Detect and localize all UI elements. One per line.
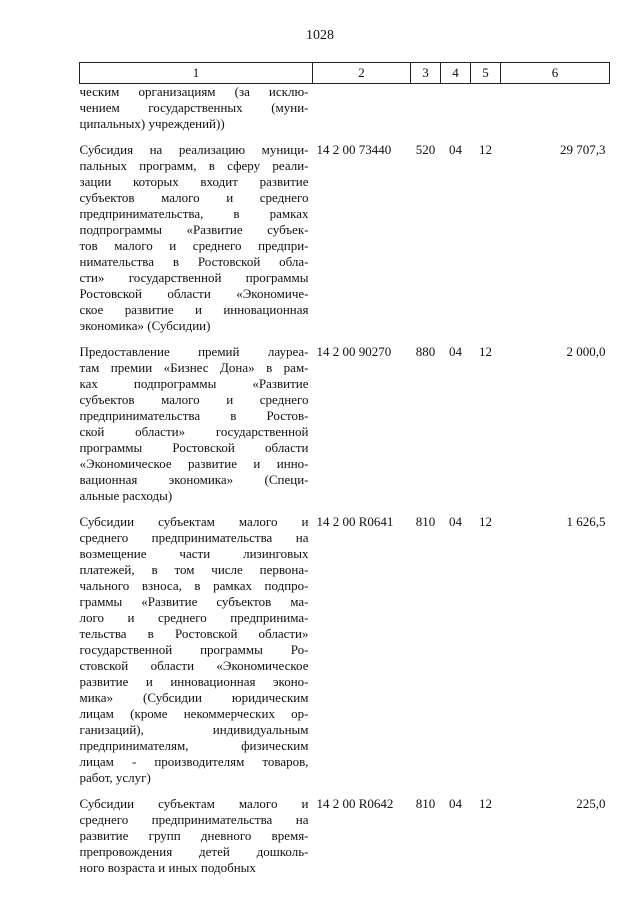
description-line: государственной программы Ро-	[79, 642, 309, 657]
description-line: препровождения детей дошколь-	[79, 844, 309, 859]
header-col-2: 2	[313, 63, 411, 84]
description-line: предпринимательства, в рамках	[79, 206, 309, 221]
description-line: ское развитие и инновационная	[79, 302, 309, 317]
description-line: лицам - производителям товаров,	[79, 754, 309, 769]
description-line: пальных программ, в сферу реали-	[79, 158, 309, 173]
description-line: ганизаций), индивидуальным	[79, 722, 309, 737]
description-line: тельства в Ростовской области»	[79, 626, 309, 641]
row-description	[80, 334, 313, 504]
header-col-1: 1	[80, 63, 313, 84]
description-line: подпрограммы «Развитие субъек-	[79, 222, 309, 237]
header-col-3: 3	[411, 63, 441, 84]
row-code: 14 2 00 R0642	[316, 796, 394, 811]
description-line: вационная экономика» (Специ-	[79, 472, 309, 487]
row-amount: 2 000,0	[566, 344, 606, 359]
row-subsection: 12	[479, 514, 492, 529]
table-row	[80, 786, 610, 876]
description-line: чением государственных (муни-	[79, 100, 309, 115]
header-col-6: 6	[501, 63, 610, 84]
budget-table	[79, 62, 610, 876]
description-line: там премии «Бизнес Дона» в рам-	[79, 360, 309, 375]
description-line: работ, услуг)	[79, 770, 151, 785]
row-subsection	[471, 84, 501, 133]
row-code: 14 2 00 73440	[316, 142, 392, 157]
description-line: Субсидии субъектам малого и	[79, 514, 309, 529]
table-row	[80, 132, 610, 334]
description-line: лого и среднего предпринима-	[79, 610, 309, 625]
description-line: ципальных) учреждений))	[79, 116, 225, 131]
header-col-4: 4	[441, 63, 471, 84]
description-line: чального взноса, в рамках подпро-	[79, 578, 309, 593]
row-description	[80, 132, 313, 334]
description-line: сти» государственной программы	[79, 270, 309, 285]
description-line: предпринимателям, физическим	[79, 738, 309, 753]
description-line: ках подпрограммы «Развитие	[79, 376, 309, 391]
page-number: 1028	[306, 28, 334, 43]
description-line: нимательства в Ростовской обла-	[79, 254, 309, 269]
row-code	[313, 84, 411, 133]
description-line: граммы «Развитие субъектов ма-	[79, 594, 309, 609]
description-line: возмещение части лизинговых	[79, 546, 309, 561]
description-line: развитие и инновационная эконо-	[79, 674, 309, 689]
row-expense-type: 880	[415, 344, 436, 359]
description-line: субъектов малого и среднего	[79, 190, 309, 205]
description-line: Субсидии субъектам малого и	[79, 796, 309, 811]
description-line: экономика» (Субсидии)	[79, 318, 211, 333]
table-header-row	[80, 63, 610, 84]
description-line: ческим организациям (за исклю-	[79, 84, 309, 99]
row-amount: 1 626,5	[566, 514, 606, 529]
description-line: среднего предпринимательства на	[79, 812, 309, 827]
description-line: Предоставление премий лауреа-	[79, 344, 309, 359]
row-subsection: 12	[479, 796, 492, 811]
description-line: программы Ростовской области	[79, 440, 309, 455]
description-line: Субсидия на реализацию муници-	[79, 142, 309, 157]
description-line: ного возраста и иных подобных	[79, 860, 256, 875]
row-section: 04	[449, 344, 462, 359]
description-line: лицам (кроме некоммерческих ор-	[79, 706, 309, 721]
description-line: предпринимательства в Ростов-	[79, 408, 309, 423]
row-code: 14 2 00 90270	[316, 344, 392, 359]
row-expense-type: 520	[415, 142, 436, 157]
row-subsection: 12	[479, 344, 492, 359]
row-amount: 29 707,3	[560, 142, 606, 157]
row-section	[441, 84, 471, 133]
description-line: альные расходы)	[79, 488, 173, 503]
row-amount: 225,0	[576, 796, 606, 811]
table-row	[80, 84, 610, 133]
description-line: ской области» государственной	[79, 424, 309, 439]
row-section: 04	[449, 514, 462, 529]
description-line: мика» (Субсидии юридическим	[79, 690, 309, 705]
row-amount	[501, 84, 610, 133]
row-description	[80, 504, 313, 786]
description-line: субъектов малого и среднего	[79, 392, 309, 407]
description-line: развитие групп дневного время-	[79, 828, 309, 843]
description-line: платежей, в том числе первона-	[79, 562, 309, 577]
row-subsection: 12	[479, 142, 492, 157]
row-expense-type: 810	[415, 796, 436, 811]
row-description	[80, 84, 313, 133]
row-description	[80, 786, 313, 876]
table-row	[80, 504, 610, 786]
row-expense-type: 810	[415, 514, 436, 529]
row-section: 04	[449, 142, 462, 157]
description-line: зации которых входит развитие	[79, 174, 309, 189]
row-code: 14 2 00 R0641	[316, 514, 394, 529]
header-col-5: 5	[471, 63, 501, 84]
description-line: тов малого и среднего предпри-	[79, 238, 309, 253]
row-section: 04	[449, 796, 462, 811]
row-expense-type	[411, 84, 441, 133]
table-row	[80, 334, 610, 504]
description-line: среднего предпринимательства на	[79, 530, 309, 545]
description-line: «Экономическое развитие и инно-	[79, 456, 309, 471]
description-line: стовской области «Экономическое	[79, 658, 309, 673]
description-line: Ростовской области «Экономиче-	[79, 286, 309, 301]
